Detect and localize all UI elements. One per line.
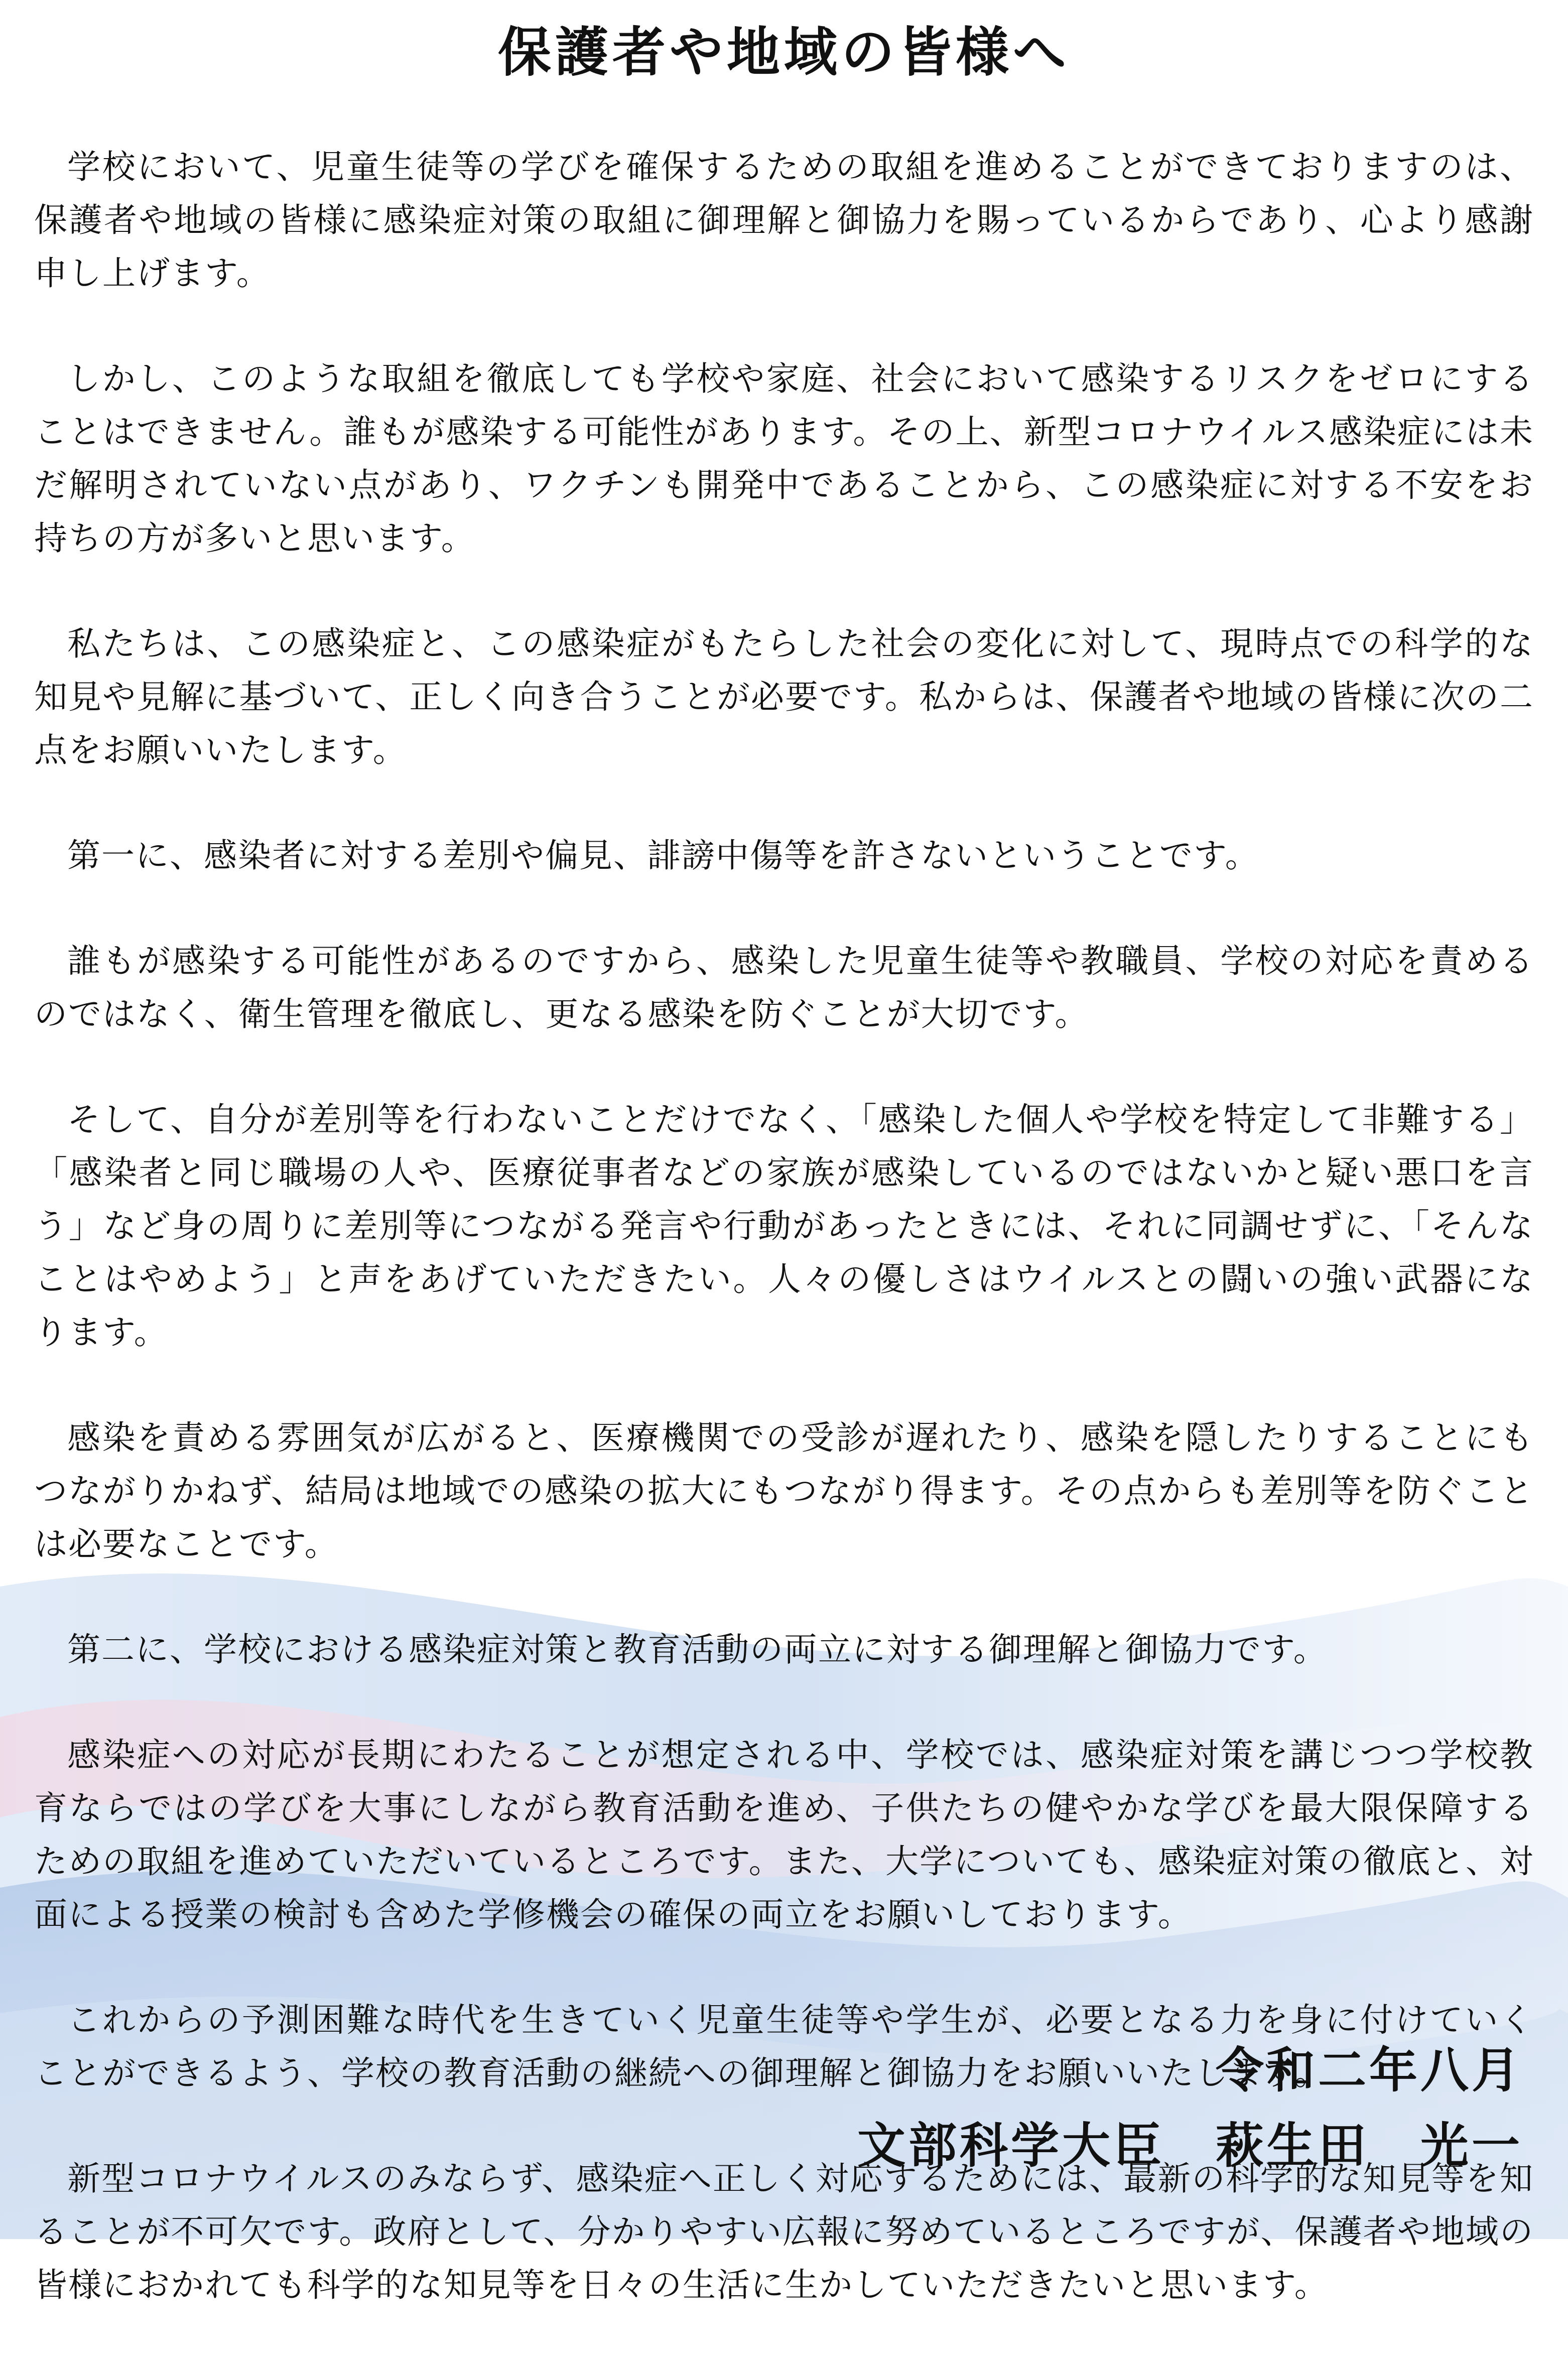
paragraph-future: これからの予測困難な時代を生きていく児童生徒等や学生が、必要となる力を身に付けていくことができるよう、学校の教育活動の継続への御理解と御協力をお願いいたします。 xyxy=(34,2001,1534,2092)
letter-body xyxy=(34,141,1534,2364)
paragraph-first-point: 第一に、感染者に対する差別や偏見、誹謗中傷等を許さないということです。 xyxy=(67,836,1259,875)
paragraph-school-efforts: 感染症への対応が長期にわたることが想定される中、学校では、感染症対策を講じつつ学校教育ならではの学びを大事にしながら教育活動を進め、子供たちの健やかな学びを最大限保障するための取組を進めていただいているところです。また、大学についても、感染症対策の徹底と、対面による授業の検討も含めた学修機会の確保の両立をお願いしております。 xyxy=(34,1736,1534,1934)
paragraph-scientific-knowledge: 新型コロナウイルスのみならず、感染症へ正しく対応するためには、最新の科学的な知見等を知ることが不可欠です。政府として、分かりやすい広報に努めているところですが、保護者や地域の皆様におかれても科学的な知見等を日々の生活に生かしていただきたいと思います。 xyxy=(34,2159,1534,2304)
signature-block xyxy=(857,2033,1523,2183)
paragraph-blame-atmosphere: 感染を責める雰囲気が広がると、医療機関での受診が遅れたり、感染を隠したりすることにもつながりかねず、結局は地域での感染の拡大にもつながり得ます。その点からも差別等を防ぐことは必要なことです。 xyxy=(34,1418,1534,1563)
signature-date: 令和二年八月 xyxy=(1216,2042,1523,2098)
page-title: 保護者や地域の皆様へ xyxy=(498,22,1070,83)
paragraph-request-intro: 私たちは、この感染症と、この感染症がもたらした社会の変化に対して、現時点での科学的な知見や見解に基づいて、正しく向き合うことが必要です。私からは、保護者や地域の皆様に次の二点をお願いいたします。 xyxy=(34,624,1534,769)
signature-author: 文部科学大臣 萩生田 光一 xyxy=(857,2118,1523,2174)
paragraph-second-point: 第二に、学校における感染症対策と教育活動の両立に対する御理解と御協力です。 xyxy=(67,1630,1328,1669)
paragraph-gratitude: 学校において、児童生徒等の学びを確保するための取組を進めることができておりますのは、保護者や地域の皆様に感染症対策の取組に御理解と御協力を賜っているからであり、心より感謝申し上げます。 xyxy=(34,148,1534,293)
paragraph-speak-up: そして、自分が差別等を行わないことだけでなく、「感染した個人や学校を特定して非難する」「感染者と同じ職場の人や、医療従事者などの家族が感染しているのではないかと疑い悪口を言う」など身の周りに差別等につながる発言や行動があったときには、それに同調せずに、「そんなことはやめよう」と声をあげていただきたい。人々の優しさはウイルスとの闘いの強い武器になります。 xyxy=(34,1100,1534,1352)
paragraph-risk: しかし、このような取組を徹底しても学校や家庭、社会において感染するリスクをゼロにすることはできません。誰もが感染する可能性があります。その上、新型コロナウイルス感染症には未だ解明されていない点があり、ワクチンも開発中であることから、この感染症に対する不安をお持ちの方が多いと思います。 xyxy=(34,359,1534,558)
paragraph-anyone-infected: 誰もが感染する可能性があるのですから、感染した児童生徒等や教職員、学校の対応を責めるのではなく、衛生管理を徹底し、更なる感染を防ぐことが大切です。 xyxy=(34,942,1534,1033)
